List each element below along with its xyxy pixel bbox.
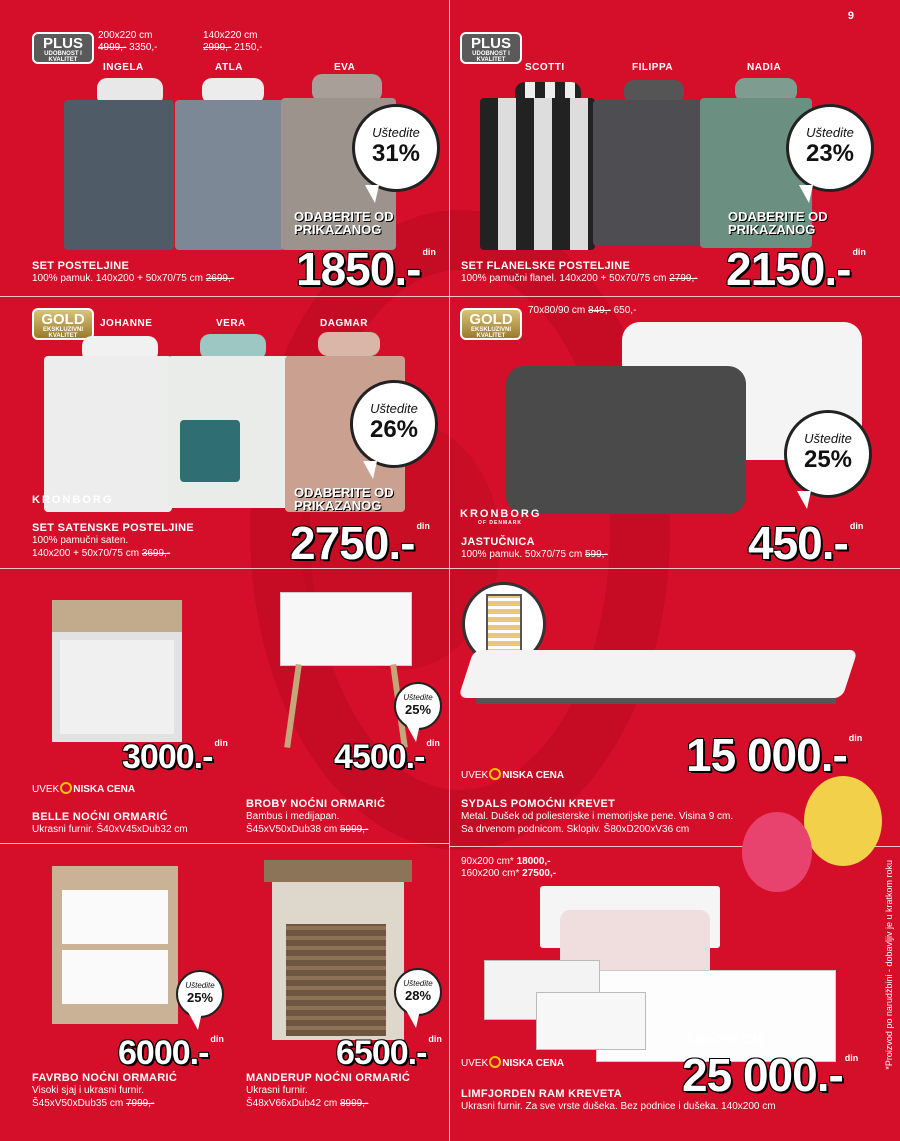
horizontal-divider-1 (0, 296, 900, 297)
price-value: 6500.- (336, 1034, 427, 1072)
size-label: 160x200 cm* (461, 868, 520, 879)
badge-title: PLUS (42, 35, 83, 52)
product-info (246, 1072, 410, 1110)
product-price (686, 729, 863, 781)
choose-from-shown: ODABERITE OD PRIKAZANOG (294, 485, 394, 513)
pink-balloon (742, 812, 812, 892)
product-price (336, 1036, 442, 1070)
currency-label: din (849, 521, 864, 531)
badge-subtitle-2: KVALITET (476, 333, 506, 339)
currency-label: din (852, 247, 866, 257)
grey-pillow (506, 366, 746, 514)
savings-value: 25% (404, 702, 432, 717)
product-description: Bambus i medijapan. (246, 811, 340, 822)
product-name: LIMFJORDEN RAM KREVETA (461, 1088, 623, 1100)
gold-quality-badge (460, 308, 522, 340)
bedding-ingela (64, 100, 174, 250)
logo-niska-cena: NISKA CENA (73, 784, 136, 795)
choose-from-shown: ODABERITE OD PRIKAZANOG (294, 209, 394, 237)
savings-badge (394, 682, 442, 730)
page-number: 9 (847, 10, 854, 22)
variant-vera: VERA (216, 318, 246, 329)
variant-atla: ATLA (215, 62, 243, 73)
favrbo-drawer-1 (62, 890, 168, 944)
savings-badge (786, 104, 874, 192)
logo-uvek: UVEK (32, 784, 60, 795)
description-text: Š45xV50xDub38 cm (246, 824, 338, 835)
description-text: 140x200 + 50x70/75 cm (32, 548, 140, 559)
logo-niska-cena: NISKA CENA (502, 1058, 565, 1069)
product-info (32, 522, 194, 560)
logo-uvek: UVEK (461, 770, 489, 781)
kronborg-logo (32, 494, 112, 506)
product-name: SET SATENSKE POSTELJINE (32, 522, 194, 534)
product-description-2: Sa drvenom podnicom. Sklopiv. Š80xD200xV36 cm (461, 824, 690, 835)
savings-label: Uštedite (185, 981, 215, 990)
bedding-scotti (480, 98, 595, 250)
size-option (528, 305, 636, 317)
badge-subtitle-2: KVALITET (48, 333, 78, 339)
savings-value: 31% (371, 140, 421, 167)
currency-label: din (210, 1034, 224, 1044)
currency-label: din (422, 247, 436, 257)
size-option-2 (203, 30, 263, 54)
savings-badge (394, 968, 442, 1016)
logo-ring-icon (489, 1056, 501, 1068)
plus-quality-badge (32, 32, 94, 64)
product-name: SET FLANELSKE POSTELJINE (461, 260, 631, 272)
old-price: 849,- (588, 305, 611, 316)
price-value: 450.- (748, 517, 848, 569)
product-description: Ukrasni furnir. Š40xV45xDub32 cm (32, 824, 188, 835)
limfjorden-drawer-2 (536, 992, 646, 1050)
logo-uvek: UVEK (461, 1058, 489, 1069)
badge-title: PLUS (470, 35, 511, 52)
product-info (461, 536, 608, 561)
savings-badge (784, 410, 872, 498)
currency-label: din (426, 738, 440, 748)
savings-label: Uštedite (403, 979, 433, 988)
kronborg-logo (460, 508, 540, 526)
favrbo-drawer-2 (62, 950, 168, 1004)
savings-badge (352, 104, 440, 192)
badge-subtitle-1: EKSKLUZIVNI (470, 327, 511, 333)
badge-subtitle: UDOBNOST I KVALITET (472, 51, 510, 63)
old-price: 3699,- (141, 548, 171, 559)
badge-subtitle-1: EKSKLUZIVNI (42, 327, 83, 333)
size-options (461, 856, 556, 880)
size-price: 18000,- (516, 856, 551, 867)
variant-filippa: FILIPPA (632, 62, 674, 73)
price-value: 4500.- (334, 738, 425, 776)
product-info (32, 811, 188, 836)
size-option-1 (98, 30, 158, 54)
new-price: 2150,- (234, 42, 263, 53)
savings-label: Uštedite (372, 125, 420, 140)
product-description-2 (32, 1097, 177, 1110)
plus-quality-badge (460, 32, 522, 64)
sydals-folded-frame (486, 594, 522, 656)
yellow-balloon (804, 776, 882, 866)
new-price: 3350,- (129, 42, 158, 53)
side-footnote: *Proizvod po narudžbini - dobavljiv je u kratkom roku (884, 860, 894, 1070)
bedding-johanne (44, 356, 172, 512)
product-info (461, 260, 698, 285)
currency-label: din (214, 738, 228, 748)
savings-value: 25% (186, 990, 214, 1005)
niska-cena-logo (461, 1056, 564, 1069)
kronborg-name: KRONBORG (460, 508, 542, 520)
savings-value: 25% (803, 446, 853, 473)
variant-scotti: SCOTTI (525, 62, 565, 73)
product-name: BELLE NOĆNI ORMARIĆ (32, 811, 168, 823)
savings-value: 28% (404, 988, 432, 1003)
product-description: 100% pamučni saten. (32, 535, 129, 546)
savings-label: Uštedite (370, 401, 418, 416)
sydals-frame (476, 698, 836, 704)
description-text: 100% pamuk. 50x70/75 cm (461, 549, 583, 560)
manderup-door (286, 924, 386, 1036)
product-name: JASTUČNICA (461, 536, 535, 548)
product-info (461, 1088, 776, 1113)
product-info (32, 1072, 177, 1110)
product-price (118, 1036, 224, 1070)
description-text: 100% pamučni flanel. 140x200 + 50x70/75 cm (461, 273, 667, 284)
badge-title: GOLD (469, 311, 513, 328)
product-name: FAVRBO NOĆNI ORMARIĆ (32, 1072, 178, 1084)
size-label: 200x220 cm (98, 30, 153, 41)
product-description (32, 272, 234, 285)
product-name: SET POSTELJINE (32, 260, 130, 272)
broby-cabinet (280, 592, 412, 666)
product-description (461, 272, 698, 285)
size-price: 27500,- (522, 868, 557, 879)
product-info (32, 260, 234, 285)
old-price: 599,- (584, 549, 608, 560)
variant-nadia: NADIA (747, 62, 782, 73)
currency-label: din (416, 521, 430, 531)
manderup-top (264, 860, 412, 882)
product-price (748, 517, 864, 569)
horizontal-divider-3 (0, 843, 449, 844)
savings-value: 23% (805, 140, 855, 167)
logo-ring-icon (60, 782, 72, 794)
old-price: 8999,- (339, 1098, 369, 1109)
price-value: 1850.- (296, 243, 421, 295)
size-label: 90x200 cm* (461, 856, 514, 867)
old-price: 4999,- (98, 42, 127, 53)
old-price: 2799,- (669, 273, 698, 284)
old-price: 2999,- (203, 42, 232, 53)
currency-label: din (844, 1053, 859, 1063)
product-description-2 (246, 823, 385, 836)
description-text: Š45xV50xDub35 cm (32, 1098, 124, 1109)
old-price: 2699,- (205, 273, 235, 284)
product-description (461, 548, 608, 561)
price-value: 6000.- (118, 1034, 209, 1072)
savings-badge (350, 380, 438, 468)
bedding-atla (175, 100, 285, 250)
kronborg-subtitle: OF DENMARK (478, 520, 522, 526)
savings-value: 26% (369, 416, 419, 443)
logo-niska-cena: NISKA CENA (502, 770, 565, 781)
sydals-mattress (458, 650, 858, 698)
product-price (290, 517, 430, 569)
product-info (461, 798, 733, 836)
savings-label: Uštedite (403, 693, 433, 702)
product-description-2 (32, 547, 194, 560)
product-description-2 (246, 1097, 410, 1110)
badge-subtitle: UDOBNOST I KVALITET (44, 51, 82, 63)
belle-drawer (52, 600, 182, 632)
bedding-vera-pattern (180, 420, 240, 482)
new-price: 650,- (613, 305, 637, 316)
badge-title: GOLD (41, 311, 85, 328)
price-value: 2150.- (726, 243, 851, 295)
product-price (726, 243, 866, 295)
product-name: MANDERUP NOĆNI ORMARIĆ (246, 1072, 411, 1084)
product-price (296, 243, 436, 295)
niska-cena-logo (32, 782, 135, 795)
size-label: 70x80/90 cm (528, 305, 586, 316)
variant-eva: EVA (334, 62, 356, 73)
product-name: SYDALS POMOĆNI KREVET (461, 798, 616, 810)
savings-label: Uštedite (806, 125, 854, 140)
product-price (334, 740, 440, 774)
price-value: 3000.- (122, 738, 213, 776)
niska-cena-logo (461, 768, 564, 781)
variant-johanne: JOHANNE (100, 318, 153, 329)
pillow-dagmar (318, 332, 380, 356)
size-label: 140x220 cm (203, 30, 258, 41)
product-name: BROBY NOĆNI ORMARIĆ (246, 798, 386, 810)
gold-quality-badge (32, 308, 94, 340)
savings-label: Uštedite (804, 431, 852, 446)
savings-badge (176, 970, 224, 1018)
product-description: Visoki sjaj i ukrasni furnir. (32, 1085, 145, 1096)
kronborg-name: KRONBORG (32, 494, 114, 506)
price-value: 25 000.- (682, 1049, 843, 1101)
old-price: 5999,- (339, 824, 369, 835)
product-description: Ukrasni furnir. (246, 1085, 308, 1096)
product-info (246, 798, 385, 836)
product-description: Ukrasni furnir. Za sve vrste dušeka. Bez podnice i dušeka. 140x200 cm (461, 1101, 776, 1112)
choose-from-shown: ODABERITE OD PRIKAZANOG (728, 209, 828, 237)
currency-label: din (848, 733, 863, 743)
currency-label: din (428, 1034, 442, 1044)
product-description: Metal. Dušek od poliesterske i memorijske pene. Visina 9 cm. (461, 811, 734, 822)
belle-cabinet (52, 632, 182, 742)
description-text: Š48xV66xDub42 cm (246, 1098, 338, 1109)
bedding-filippa (593, 100, 705, 246)
product-price (122, 740, 228, 774)
price-value: 15 000.- (686, 729, 847, 781)
price-value: 2750.- (290, 517, 415, 569)
old-price: 7999,- (125, 1098, 155, 1109)
vertical-divider (449, 0, 450, 1141)
description-text: 100% pamuk. 140x200 + 50x70/75 cm (32, 273, 203, 284)
variant-dagmar: DAGMAR (320, 318, 368, 329)
size-label-main: 140x200 CM (686, 1032, 764, 1047)
logo-ring-icon (489, 768, 501, 780)
variant-ingela: INGELA (103, 62, 144, 73)
